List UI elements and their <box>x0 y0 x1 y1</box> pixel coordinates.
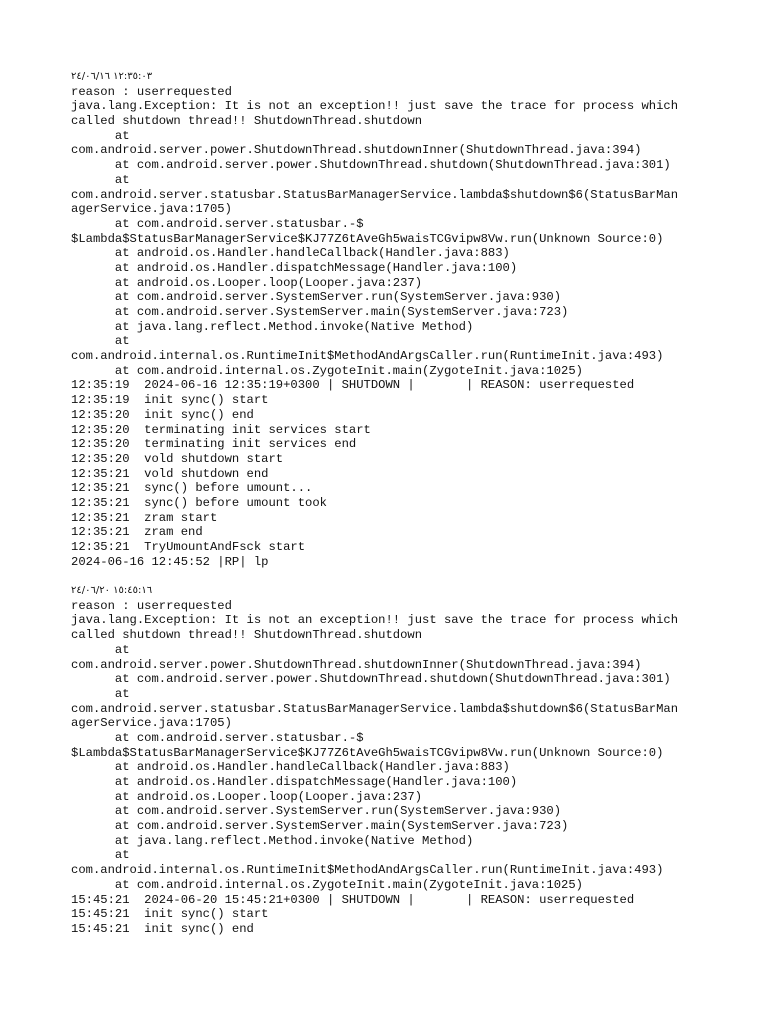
log-line: 12:35:21 TryUmountAndFsck start <box>71 540 306 554</box>
log-line: com.android.server.power.ShutdownThread.shutdownInner(ShutdownThread.java:394) <box>71 143 642 158</box>
log-line: at android.os.Looper.loop(Looper.java:237) <box>71 275 423 290</box>
log-line: at <box>71 128 130 143</box>
log-line: at java.lang.reflect.Method.invoke(Native Method) <box>71 833 474 848</box>
log-line: com.android.internal.os.RuntimeInit$MethodAndArgsCaller.run(RuntimeInit.java:493) <box>71 349 664 364</box>
log-section-1 <box>71 70 711 569</box>
log-line: at <box>71 848 130 863</box>
log-document <box>71 70 711 937</box>
log-line: at com.android.internal.os.ZygoteInit.main(ZygoteInit.java:1025) <box>71 363 583 378</box>
log-line: 15:45:21 init sync() start <box>71 907 269 922</box>
log-line: at com.android.server.statusbar.-$ <box>71 730 364 745</box>
log-line: reason : userrequested <box>71 598 232 613</box>
log-line: at com.android.server.SystemServer.run(SystemServer.java:930) <box>71 290 562 305</box>
log-line: at android.os.Handler.handleCallback(Handler.java:883) <box>71 246 510 261</box>
log-line: 12:35:20 terminating init services end <box>71 437 357 452</box>
log-line: called shutdown thread!! ShutdownThread.shutdown <box>71 114 423 129</box>
log-line: at com.android.server.power.ShutdownThread.shutdown(ShutdownThread.java:301) <box>71 672 671 687</box>
log-line: 12:35:19 init sync() start <box>71 393 269 408</box>
log-line: agerService.java:1705) <box>71 202 232 217</box>
log-line: 12:35:21 zram start <box>71 510 218 525</box>
log-line: at com.android.server.power.ShutdownThread.shutdown(ShutdownThread.java:301) <box>71 158 671 173</box>
log-line: com.android.internal.os.RuntimeInit$MethodAndArgsCaller.run(RuntimeInit.java:493) <box>71 863 664 878</box>
log-line: at java.lang.reflect.Method.invoke(Native Method) <box>71 319 474 334</box>
log-line: at com.android.server.SystemServer.main(SystemServer.java:723) <box>71 305 569 319</box>
log-line: called shutdown thread!! ShutdownThread.shutdown <box>71 628 423 643</box>
log-line: 12:35:20 terminating init services start <box>71 422 371 437</box>
log-line: at com.android.internal.os.ZygoteInit.main(ZygoteInit.java:1025) <box>71 877 583 892</box>
log-line: at com.android.server.statusbar.-$ <box>71 216 364 231</box>
log-line: 15:45:21 init sync() end <box>71 921 254 936</box>
log-line: at android.os.Handler.dispatchMessage(Handler.java:100) <box>71 775 518 789</box>
log-line: 12:35:21 sync() before umount took <box>71 495 327 510</box>
log-line: at android.os.Looper.loop(Looper.java:237) <box>71 789 423 804</box>
log-line: 12:35:20 init sync() end <box>71 407 254 422</box>
log-line: 12:35:21 zram end <box>71 525 203 540</box>
log-line: at com.android.server.SystemServer.main(SystemServer.java:723) <box>71 819 569 834</box>
log-line: com.android.server.power.ShutdownThread.shutdownInner(ShutdownThread.java:394) <box>71 657 642 672</box>
log-line: agerService.java:1705) <box>71 716 232 731</box>
log-line: at <box>71 172 130 187</box>
section-header-date: ١٥:٤٥:١٦ ٢٤/٠٦/٢٠ <box>71 585 153 597</box>
log-line: at android.os.Handler.dispatchMessage(Handler.java:100) <box>71 260 518 275</box>
log-line: $Lambda$StatusBarManagerService$KJ77Z6tAveGh5waisTCGvipw8Vw.run(Unknown Source:0) <box>71 231 664 246</box>
log-line: reason : userrequested <box>71 84 232 99</box>
log-line: at <box>71 334 130 349</box>
log-line: java.lang.Exception: It is not an exception!! just save the trace for process which <box>71 99 679 114</box>
log-line: at <box>71 686 130 701</box>
log-line: at <box>71 642 130 657</box>
log-line: $Lambda$StatusBarManagerService$KJ77Z6tAveGh5waisTCGvipw8Vw.run(Unknown Source:0) <box>71 745 664 760</box>
log-line: java.lang.Exception: It is not an exception!! just save the trace for process which <box>71 613 679 628</box>
log-line: at android.os.Handler.handleCallback(Handler.java:883) <box>71 760 510 775</box>
log-line: 12:35:21 sync() before umount... <box>71 481 313 496</box>
log-line: 15:45:21 2024-06-20 15:45:21+0300 | SHUTDOWN | | REASON: userrequested <box>71 892 635 907</box>
log-line: com.android.server.statusbar.StatusBarManagerService.lambda$shutdown$6(StatusBarMan <box>71 701 679 716</box>
log-line: 2024-06-16 12:45:52 |RP| lp <box>71 554 269 569</box>
log-line: 12:35:20 vold shutdown start <box>71 451 284 466</box>
section-header-date: ١٢:٣٥:٠٣ ٢٤/٠٦/١٦ <box>71 71 153 82</box>
log-line: 12:35:21 vold shutdown end <box>71 466 269 481</box>
log-section-2 <box>71 584 711 937</box>
log-line: 12:35:19 2024-06-16 12:35:19+0300 | SHUTDOWN | | REASON: userrequested <box>71 378 635 393</box>
log-line: at com.android.server.SystemServer.run(SystemServer.java:930) <box>71 804 562 819</box>
log-line: com.android.server.statusbar.StatusBarManagerService.lambda$shutdown$6(StatusBarMan <box>71 187 679 202</box>
section-spacer <box>71 569 711 584</box>
